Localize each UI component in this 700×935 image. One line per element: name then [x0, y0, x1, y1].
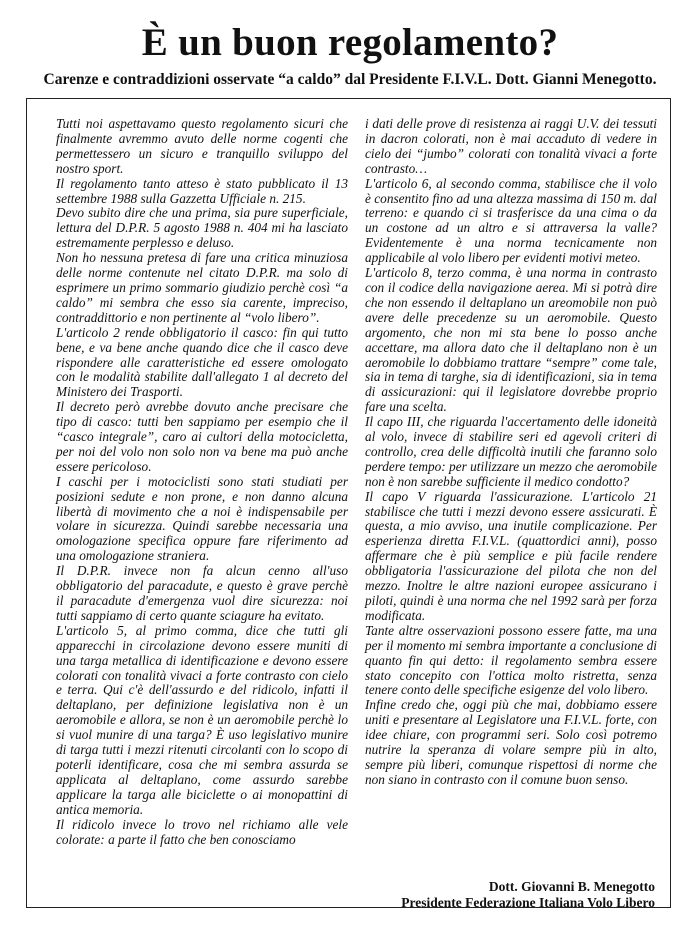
- paragraph: Infine credo che, oggi più che mai, dobbiamo essere uniti e presentare al Legislatore una F.I.V.L. forte, con idee chiare, con programmi seri. Solo così potremo nutrire la speranza di volare sempre più in alto, sempre più liberi, comunque rispettosi di norme che non siano in contrasto con il comune buon senso.: [365, 697, 657, 787]
- paragraph: Tutti noi aspettavamo questo regolamento sicuri che finalmente avremmo avuto delle norme cogenti che permettessero un sicuro e tranquillo sviluppo del nostro sport.: [56, 116, 348, 176]
- left-column: [56, 117, 348, 847]
- paragraph: L'articolo 6, al secondo comma, stabilisce che il volo è consentito fino ad una altezza massima di 150 m. dal terreno: e quando ci si trasferisce da una cima o da un costone ad un altro e si attraversa la valle? Evidentemente è una norma tecnicamente non applicabile al volo libero per evidenti motivi meteo.: [365, 175, 657, 266]
- paragraph: I caschi per i motociclisti sono stati studiati per posizioni sedute e non prone, e non danno alcuna libertà di movimento che a noi è indispensabile per volare in sicurezza. Quindi sarebbe necessaria una omologazione specifica oppure fare riferimento ad una omologazione straniera.: [56, 473, 348, 564]
- signature-role: Presidente Federazione Italiana Volo Libero: [401, 895, 655, 910]
- paragraph: Il decreto però avrebbe dovuto anche precisare che tipo di casco: tutti ben sappiamo per esempio che il “casco integrale”, caro ai cultori della motocicletta, per noi del volo non solo non va bene ma può anche essere pericoloso.: [56, 399, 348, 474]
- paragraph: Devo subito dire che una prima, sia pure superficiale, lettura del D.P.R. 5 agosto 1988 n. 404 mi ha lasciato estremamente perplesso e deluso.: [56, 205, 348, 251]
- paragraph: Il D.P.R. invece non fa alcun cenno all'uso obbligatorio del paracadute, e questo è grave perchè il paracadute d'emergenza vuol dire sicurezza: noi tutti sappiamo di certo quante sciagure ha evitato.: [56, 563, 348, 623]
- paragraph: Il capo III, che riguarda l'accertamento delle idoneità al volo, invece di stabilire seri ed agevoli criteri di controllo, crea delle difficoltà inutili che faranno solo perdere tempo: per utilizzare un mezzo che aeromobile non è non sarebbe sufficiente il medico condotto?: [365, 414, 657, 489]
- article-subtitle: Carenze e contraddizioni osservate “a caldo” dal Presidente F.I.V.L. Dott. Gianni Menegotto.: [43, 71, 657, 88]
- paragraph: Tante altre osservazioni possono essere fatte, ma una per il momento mi sembra importante a conclusione di quanto fin qui detto: il regolamento sembra essere stato concepito con l'ottica molto ristretta, senza tenere conto delle specifiche esigenze del volo libero.: [365, 622, 657, 698]
- paragraph: Il ridicolo invece lo trovo nel richiamo alle vele colorate: a parte il fatto che ben conosciamo: [56, 816, 348, 847]
- paragraph: Il regolamento tanto atteso è stato pubblicato il 13 settembre 1988 sulla Gazzetta Ufficiale n. 215.: [56, 175, 348, 206]
- paragraph: L'articolo 2 rende obbligatorio il casco: fin qui tutto bene, e va bene anche quando dice che il casco deve rispondere alle caratteristiche ed essere omologato con le modalità stabilite dall'allegato 1 al decreto del Ministero dei Trasporti.: [56, 324, 348, 400]
- right-column: [365, 117, 657, 788]
- article-title: È un buon regolamento?: [141, 21, 559, 64]
- signature-name: Dott. Giovanni B. Menegotto: [488, 879, 655, 894]
- paragraph: L'articolo 5, al primo comma, dice che tutti gli apparecchi in circolazione devono essere muniti di una targa metallica di identificazione e devono essere colorati con tonalità vivaci a forte contrasto con cielo e terra. Qui c'è dell'assurdo e del ridicolo, infatti il deltaplano, per definizione legislativa non è un aeromobile e allora, se non è un aeromobile perchè lo si vuol munire di una targa? È uso legislativo munire di targa tutti i mezzi ritenuti circolanti con lo scopo di poterli identificare, cosa che mi sembra assurda se applicata al deltaplano, come assurdo sarebbe applicare la targa alle biciclette o ai monopattini di antica memoria.: [56, 622, 348, 817]
- article-box: [26, 98, 671, 908]
- signature-block: [401, 879, 655, 911]
- paragraph: Non ho nessuna pretesa di fare una critica minuziosa delle norme contenute nel citato D.P.R. ma solo di esprimere un primo sommario giudizio perchè così “a caldo” mi sembra che esso sia carente, impreciso, contraddittorio e non pertinente al “volo libero”.: [56, 250, 348, 325]
- paragraph: Il capo V riguarda l'assicurazione. L'articolo 21 stabilisce che tutti i mezzi devono essere assicurati. È questa, a mio avviso, una inutile complicazione. Per esperienza diretta F.I.V.L. (quattordici anni), posso affermare che è più semplice e più facile rendere obbligatoria l'assicurazione del pilota che non del mezzo. Inoltre le altre nazioni europee assicurano i piloti, quindi è una norma che nel 1992 sarà per forza modificata.: [365, 488, 657, 623]
- paragraph: L'articolo 8, terzo comma, è una norma in contrasto con il codice della navigazione aerea. Mi si potrà dire che non essendo il deltaplano un areomobile non può avere delle precedenze su un aeromobile. Questo argomento, che non mi sta bene lo posso anche accettare, ma allora dato che il deltaplano non è un aeromobile lo dobbiamo trattare “sempre” come tale, sia in tema di targhe, sia di identificazioni, sia in tema di assicurazioni: qui il legislatore dovrebbe proprio fare una scelta.: [365, 265, 657, 415]
- paragraph: i dati delle prove di resistenza ai raggi U.V. dei tessuti in dacron colorati, non è mai accaduto di vedere in cielo dei “jumbo” colorati con tonalità vivaci a forte contrasto…: [365, 116, 657, 176]
